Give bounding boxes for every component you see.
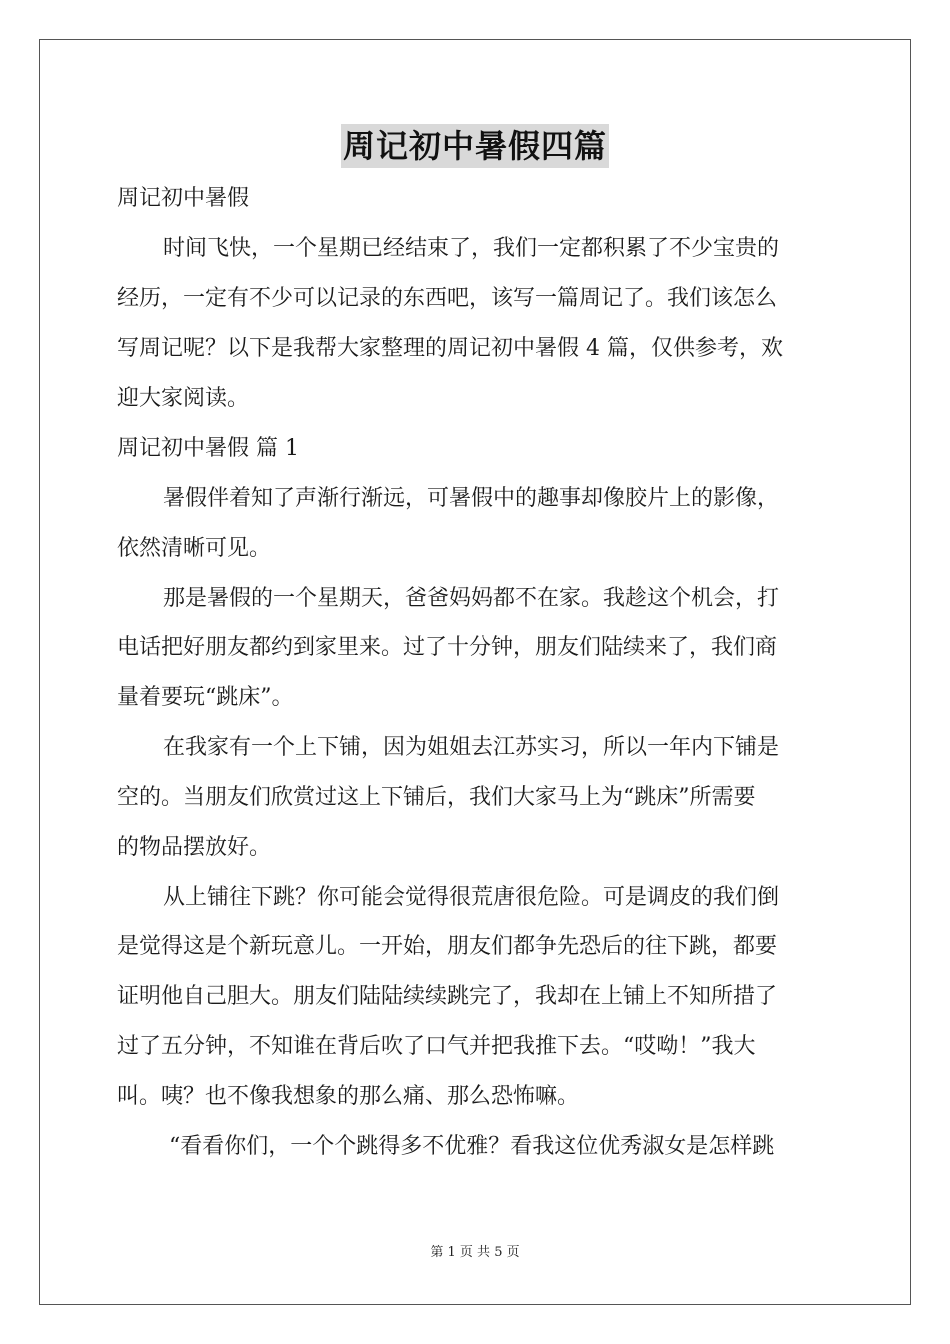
title-container (0, 124, 950, 168)
paragraph-line: 电话把好朋友都约到家里来。过了十分钟，朋友们陆续来了，我们商 (117, 635, 778, 660)
paragraph-line: 写周记呢？以下是我帮大家整理的周记初中暑假 4 篇，仅供参考，欢 (117, 336, 783, 361)
page-footer: 第 1 页 共 5 页 (430, 1245, 520, 1260)
paragraph-line: 量着要玩“跳床”。 (117, 685, 294, 710)
paragraph-line: 迎大家阅读。 (117, 386, 250, 411)
page-border (39, 39, 911, 1305)
paragraph-line: 时间飞快，一个星期已经结束了，我们一定都积累了不少宝贵的 (163, 236, 780, 261)
paragraph-line: 叫。咦？也不像我想象的那么痛、那么恐怖嘛。 (117, 1084, 580, 1109)
subheading-line: 周记初中暑假 (117, 186, 250, 211)
paragraph-line: 从上铺往下跳？你可能会觉得很荒唐很危险。可是调皮的我们倒 (163, 885, 780, 910)
section-heading: 周记初中暑假 篇 1 (117, 436, 299, 461)
paragraph-line: 是觉得这是个新玩意儿。一开始，朋友们都争先恐后的往下跳，都要 (117, 934, 778, 959)
paragraph-line: 那是暑假的一个星期天，爸爸妈妈都不在家。我趁这个机会，打 (163, 586, 780, 611)
paragraph-line: 空的。当朋友们欣赏过这上下铺后，我们大家马上为“跳床”所需要 (117, 785, 756, 810)
paragraph-line: 过了五分钟，不知谁在背后吹了口气并把我推下去。“哎呦！”我大 (117, 1034, 756, 1059)
paragraph-line: 暑假伴着知了声渐行渐远，可暑假中的趣事却像胶片上的影像， (163, 486, 780, 511)
paragraph-line: 依然清晰可见。 (117, 536, 272, 561)
paragraph-line: 在我家有一个上下铺，因为姐姐去江苏实习，所以一年内下铺是 (163, 735, 780, 760)
paragraph-line: 证明他自己胆大。朋友们陆陆续续跳完了，我却在上铺上不知所措了 (117, 984, 778, 1009)
paragraph-line: 经历，一定有不少可以记录的东西吧，该写一篇周记了。我们该怎么 (117, 286, 778, 311)
paragraph-line: 的物品摆放好。 (117, 835, 272, 860)
paragraph-line: “看看你们，一个个跳得多不优雅？看我这位优秀淑女是怎样跳 (169, 1134, 775, 1159)
document-title: 周记初中暑假四篇 (341, 124, 609, 168)
